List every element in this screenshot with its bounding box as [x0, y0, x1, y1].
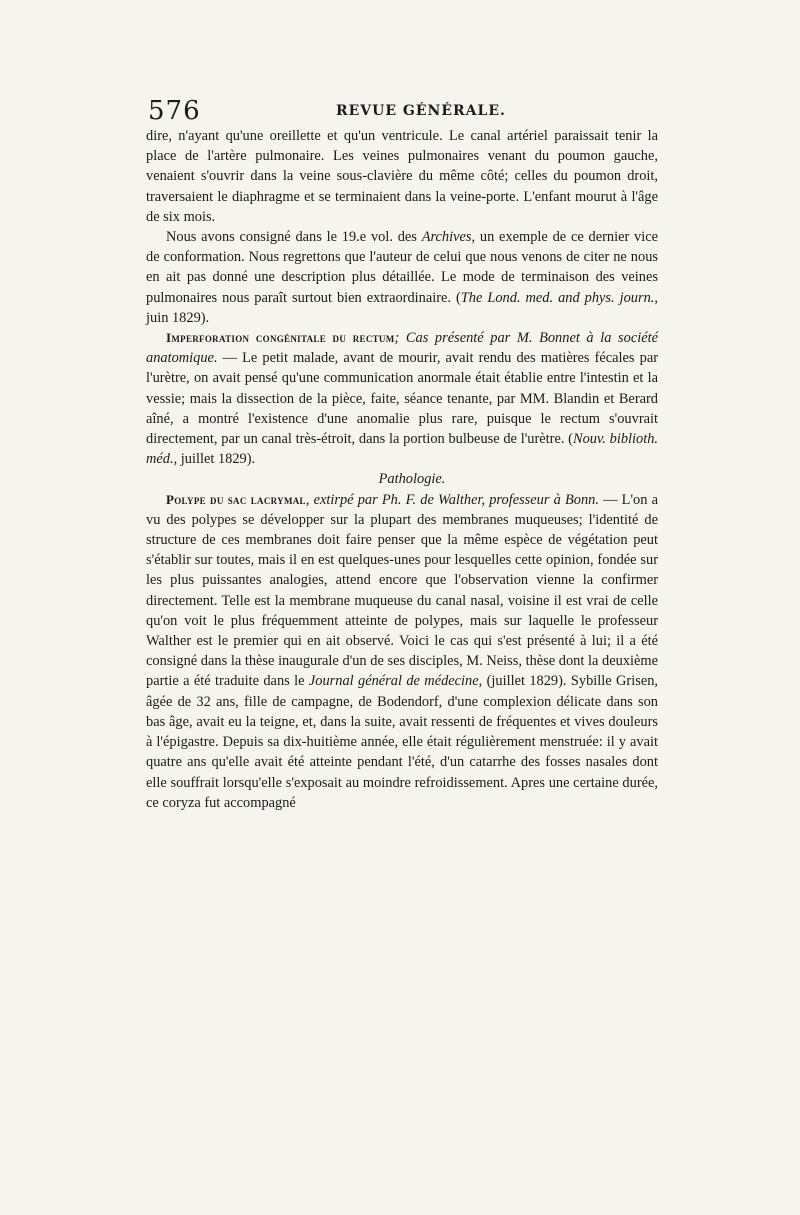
- paragraph-text: — L'on a vu des polypes se développer sur la plupart des membranes muqueuses; l'identité de structure de ces membranes doit faire penser que la même espèce de végétation peut s'établir sur toutes, mais il en est quelques-unes pour lesquelles cette opinion, fondée sur les plus puissantes analogies, attend encore que l'observation vienne la confirmer directement. Telle est la membrane muqueuse du canal nasal, voisine il est vrai de celle qu'on voit le plus fréquemment atteinte de polypes, mais sur laquelle le professeur Walther est le premier qui en ait observé. Voici le cas qui s'est présenté à lui; il a été consigné dans la thèse inaugurale d'un de ses disciples, M. Neiss, thèse dont la deuxième partie a été traduite dans le: [146, 491, 658, 690]
- paragraph-text: , juin 1829).: [146, 289, 658, 326]
- paragraph-text: Nous avons consigné dans le 19.e vol. des: [166, 229, 422, 246]
- paragraph-text: , (juillet 1829). Sybille Grisen, âgée de 32 ans, fille de campagne, de Bodendorf, d'une complexion délicate dans son bas âge, avait eu la teigne, et, dans la suite, avait ressenti de fréquentes et vives douleurs à l'épigastre. Depuis sa dix-huitième année, elle était régulièrement menstruée: il y avait quatre ans qu'elle avait été atteinte pendant l'été, d'un catarrhe des fosses nasales dont elle souffrait lorsqu'elle s'exposait au moindre refroidissement. Apres une certaine durée, ce coryza fut accompagné: [146, 673, 659, 811]
- page-header: [148, 96, 668, 126]
- journal-citation: The Lond. med. and phys. journ.: [460, 289, 655, 306]
- paragraph-text: , juillet 1829).: [173, 451, 256, 468]
- article-heading: Polype du sac lacrymal: [166, 491, 306, 507]
- article-subtitle: ; Cas présenté par M. Bonnet à la société anatomique.: [146, 330, 658, 367]
- journal-citation: Journal général de médecine: [308, 673, 479, 690]
- section-heading: Pathologie.: [378, 471, 446, 488]
- journal-citation: Nouv. biblioth. méd.: [146, 431, 659, 468]
- article-heading: Imperforation congénitale du rectum: [166, 330, 395, 346]
- running-title: REVUE GÉNÉRALE.: [336, 103, 506, 119]
- paragraph-text: , un exemple de ce dernier vice de conformation. Nous regrettons que l'auteur de celui que nous venons de citer ne nous en ait pas donné une description plus détaillée. Le mode de terminaison des veines pulmonaires nous paraît surtout bien extraordinaire. (: [146, 229, 658, 306]
- paragraph-continuation: [146, 126, 658, 227]
- paragraph-text: — Le petit malade, avant de mourir, avait rendu des matières fécales par l'urètre, on avait pensé qu'une communication anormale était établie entre l'intestin et la vessie; mais la dissection de la pièce, faite, séance tenante, par MM. Blandin et Berard aîné, a montré l'existence d'une anomalie plus rare, puisque le rectum s'ouvrait directement, par un canal très-étroit, dans la portion bulbeuse de l'urètre. (: [146, 350, 658, 448]
- body-text: [146, 126, 658, 813]
- paragraph-polype: [146, 490, 658, 813]
- journal-title-archives: Archives: [421, 229, 472, 246]
- page-number: 576: [148, 96, 201, 126]
- paragraph-archives-note: [146, 227, 658, 328]
- paragraph-imperforation: [146, 328, 658, 469]
- paragraph-text: dire, n'ayant qu'une oreillette et qu'un ventricule. Le canal artériel paraissait tenir la place de l'artère pulmonaire. Les veines pulmonaires venant du poumon gauche, venaient s'ouvrir dans la veine sous-clavière du même côté; celles du poumon droit, traversaient le diaphragme et se terminaient dans la veine-porte. L'enfant mourut à l'âge de six mois.: [146, 128, 658, 225]
- article-subtitle: , extirpé par Ph. F. de Walther, professeur à Bonn.: [305, 491, 599, 508]
